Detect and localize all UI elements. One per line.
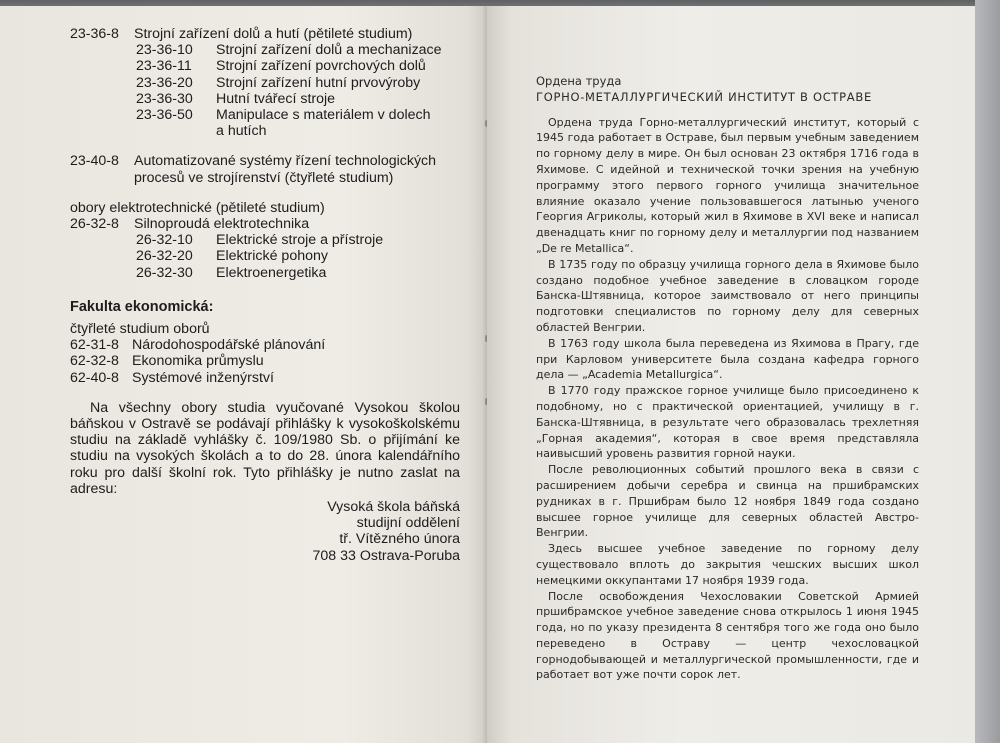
program-title: Strojní zařízení dolů a mechanizace [216, 42, 442, 59]
program-entry [70, 26, 460, 42]
program-code: 23-36-30 [136, 90, 193, 107]
address-line: studijní oddělení [356, 515, 460, 532]
program-entry [70, 370, 460, 386]
program-entry [70, 153, 460, 185]
program-code: 23-36-10 [136, 42, 193, 59]
program-entry [70, 337, 460, 353]
program-title: Silnoproudá elektrotechnika [134, 216, 310, 233]
history-paragraph: В 1735 году по образцу училища горного дела в Яхимове было создано подобное учебное заведение в словацком городе Банска-Штявница, которое заимствовало от него принципы подготовки специалистов по горному делу для северных областей Венгрии. [536, 257, 919, 334]
electro-intro: obory elektrotechnické (pětileté studium) [70, 199, 325, 216]
sub-program [70, 265, 460, 281]
program-title: Systémové inženýrství [132, 369, 274, 386]
mailing-address [302, 499, 460, 564]
program-title: Manipulace s materiálem v dolech [216, 107, 431, 124]
program-code: 62-31-8 [70, 337, 119, 354]
sub-program [70, 42, 460, 58]
address-line: Vysoká škola báňská [327, 499, 460, 516]
program-entry [70, 216, 460, 232]
program-title: Strojní zařízení povrchových dolů [216, 58, 426, 75]
history-paragraph: После революционных событий прошлого века в связи с расширением добычи серебра и свинца на пршибрамских рудниках в г. Пршибрам было 12 ноября 1849 года создано высшее горное училище для северных областей Австро-Венгрии. [536, 463, 919, 540]
history-paragraph: После освобождения Чехословакии Советской Армией пршибрамское учебное заведение снова открылось 1 июня 1945 года, но по указу президента 8 сентября того же года оно было переведено в Остраву — центр чехословацкой горнодобывающей и металлургической промышленности, где и работает вот уже почти сорок лет. [536, 589, 919, 682]
program-title: Elektrické pohony [216, 248, 328, 265]
address-line: 708 33 Ostrava-Poruba [312, 547, 460, 564]
program-code: 62-32-8 [70, 353, 119, 370]
program-title: Ekonomika průmyslu [132, 353, 264, 370]
program-title: Elektroenergetika [216, 264, 327, 281]
history-paragraph: В 1770 году пражское горное училище было присоединено к подобному, но с практической ориентацией, училищу в г. Банска-Штявница, в результате чего образовалась трехлетняя „Горная академия“, которая в свое время представляла наивысший уровень развития горной науки. [536, 384, 919, 461]
page-kicker: Ордена труда [536, 74, 622, 88]
program-code: 23-36-20 [136, 74, 193, 91]
sub-program [70, 232, 460, 248]
program-title: Strojní zařízení hutní prvovýroby [216, 74, 421, 91]
background-surface [975, 0, 1000, 743]
history-paragraph: Ордена труда Горно-металлургический институт, который с 1945 года работает в Остраве, был первым учебным заведением по горному делу в мире. Он был основан 23 октября 1716 года в Яхимове. С идейной и технической точки зрения на учебную программу этого первого горного училища значительное влияние оказало учение пользовавшегося латынью ученого Георгия Агриколы, который жил в Яхимове в XVI веке и написал двенадцать книг по горному делу и металлургии под названием „De re Metallica“. [536, 115, 919, 255]
program-code: 26-32-20 [136, 248, 193, 265]
program-code: 23-36-8 [70, 26, 119, 42]
program-code: 23-40-8 [70, 153, 119, 170]
program-title: Hutní tvářecí stroje [216, 90, 336, 107]
right-page [487, 6, 975, 743]
sub-program [70, 248, 460, 264]
application-notice [70, 400, 460, 497]
program-code: 26-32-30 [136, 264, 193, 281]
sub-program-continuation: a hutích [216, 123, 267, 140]
program-code: 23-36-50 [136, 107, 193, 124]
program-title: Automatizované systémy řízení technologických procesů ve strojírenství (čtyřleté studium) [134, 153, 437, 186]
institute-history [536, 74, 919, 683]
program-code: 23-36-11 [136, 58, 192, 75]
history-paragraph: Здесь высшее учебное заведение по горному делу существовало вплоть до закрытия чешских высших школ немецкими оккупантами 17 ноября 1939 года. [536, 542, 919, 587]
program-code: 62-40-8 [70, 369, 119, 386]
left-page [0, 6, 487, 743]
page-title: ГОРНО-МЕТАЛЛУРГИЧЕСКИЙ ИНСТИТУТ В ОСТРАВЕ [536, 89, 872, 104]
study-programs-list [70, 26, 460, 564]
sub-program [70, 58, 460, 74]
program-code: 26-32-8 [70, 216, 119, 233]
address-line: tř. Vítězného února [339, 531, 460, 548]
notice-text: Na všechny obory studia vyučované Vysokou školou báňskou v Ostravě se podávají přihlášky k vysokoškolskému studiu na základě vyhlášky č. 109/1980 Sb. o přijímání ke studiu na vysokých školách a to do 28. února kalendářního roku pro další školní rok. Tyto přihlášky je nutno zaslat na adresu: [70, 399, 460, 497]
program-title: Elektrické stroje a přístroje [216, 232, 384, 249]
program-code: 26-32-10 [136, 232, 193, 249]
sub-program [70, 75, 460, 91]
faculty-heading: Fakulta ekonomická: [70, 298, 214, 315]
program-title: Strojní zařízení dolů a hutí (pětileté studium) [134, 26, 413, 42]
sub-program [70, 91, 460, 107]
program-title: Národohospodářské plánování [132, 337, 326, 354]
history-paragraph: В 1763 году школа была переведена из Яхимова в Прагу, где при Карловом университете была создана кафедра горного дела — „Academia Metallurgica“. [536, 336, 919, 382]
faculty-intro: čtyřleté studium oborů [70, 321, 210, 338]
sub-program [70, 107, 460, 123]
program-entry [70, 353, 460, 369]
